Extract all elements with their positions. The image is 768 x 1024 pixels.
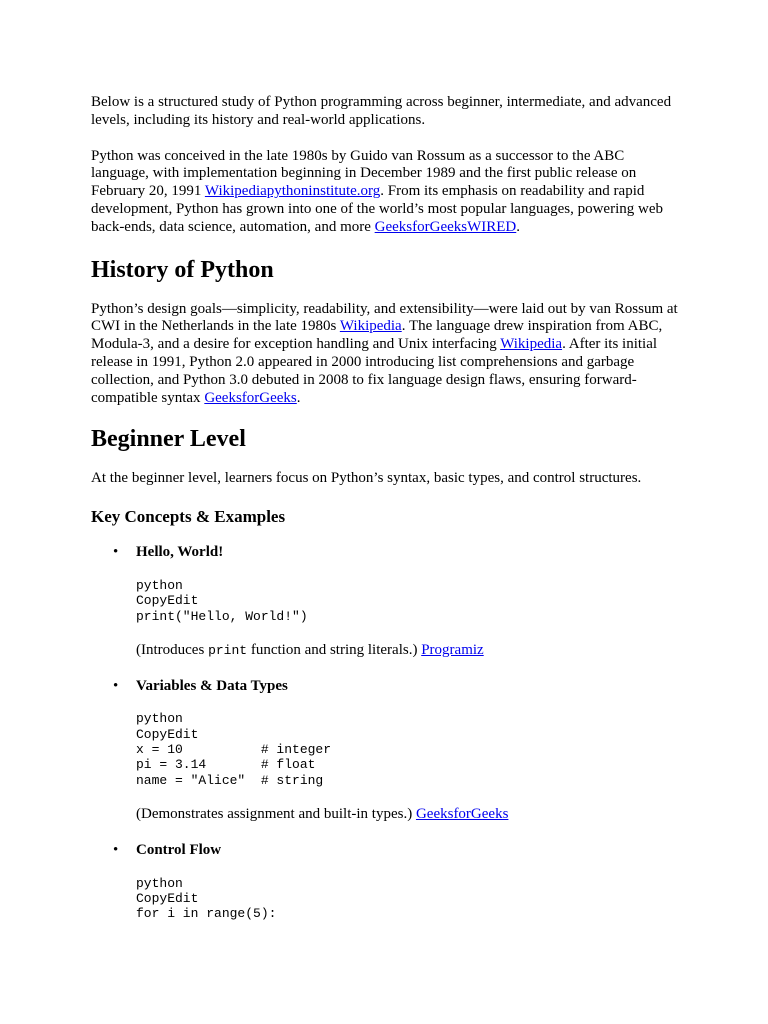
link-geeksforgeeks-history[interactable]: GeeksforGeeks: [204, 389, 297, 406]
document-body: [91, 94, 681, 921]
note-text-a: (Introduces: [136, 641, 209, 658]
item-note: [136, 642, 681, 660]
bullet: •: [113, 841, 119, 858]
bullet: •: [113, 677, 119, 694]
history-text-d: .: [296, 389, 301, 406]
inline-code-print: print: [208, 642, 248, 658]
item-title: Variables & Data Types: [136, 677, 288, 694]
list-item-control-flow: [91, 842, 681, 922]
concept-list: [91, 544, 681, 921]
code-block: python CopyEdit x = 10 # integer pi = 3.14 # float name = "Alice" # string: [136, 711, 332, 788]
item-note: [136, 806, 681, 824]
note-text-b: function and string literals.): [247, 641, 422, 658]
history-text-b: . The language drew inspiration from ABC, Modula-3, and a desire for exception handling and Unix interfacing: [91, 318, 663, 353]
history-text-c: . After its initial release in 1991, Python 2.0 appeared in 2000 introducing list comprehensions and garbage collection, and Python 3.0 debuted in 2008 to fix language design flaws, ensuring forward-compatible syntax: [91, 336, 658, 406]
origin-text-c: .: [516, 218, 521, 235]
link-geeksforgeeks-wired[interactable]: GeeksforGeeksWIRED: [374, 218, 517, 235]
history-paragraph: [91, 301, 681, 408]
list-item-variables: [91, 678, 681, 824]
origin-text-a: Python was conceived in the late 1980s by Guido van Rossum as a successor to the ABC language, with implementation beginning in December 1989 and the first public release on February 20, 1991: [91, 147, 637, 200]
history-text-a: Python’s design goals—simplicity, readability, and extensibility—were laid out by van Rossum at CWI in the Netherlands in the late 1980s: [91, 300, 678, 335]
item-title: Control Flow: [136, 841, 222, 858]
link-programiz[interactable]: Programiz: [421, 641, 484, 658]
history-heading: History of Python: [91, 256, 274, 283]
code-block: python CopyEdit print("Hello, World!"): [136, 577, 308, 624]
link-wikipedia-pythoninstitute[interactable]: Wikipediapythoninstitute.org: [204, 183, 381, 200]
bullet: •: [113, 544, 119, 561]
link-geeksforgeeks-variables[interactable]: GeeksforGeeks: [415, 805, 509, 822]
item-title: Hello, World!: [136, 544, 224, 561]
key-concepts-heading: Key Concepts & Examples: [91, 507, 286, 527]
link-wikipedia-1[interactable]: Wikipedia: [339, 318, 402, 335]
intro-paragraph: Below is a structured study of Python programming across beginner, intermediate, and advanced levels, including its history and real-world applications.: [91, 94, 672, 128]
note-text-a: (Demonstrates assignment and built-in types.): [136, 805, 416, 822]
origin-text-b: . From its emphasis on readability and rapid development, Python has grown into one of the world’s most popular languages, powering web back-ends, data science, automation, and more: [91, 183, 663, 235]
origin-paragraph: [91, 148, 681, 237]
code-block: python CopyEdit for i in range(5):: [136, 875, 277, 922]
beginner-heading: Beginner Level: [91, 426, 246, 453]
link-wikipedia-2[interactable]: Wikipedia: [500, 336, 563, 353]
list-item-hello-world: [91, 544, 681, 659]
beginner-intro: At the beginner level, learners focus on Python’s syntax, basic types, and control structures.: [91, 470, 642, 487]
